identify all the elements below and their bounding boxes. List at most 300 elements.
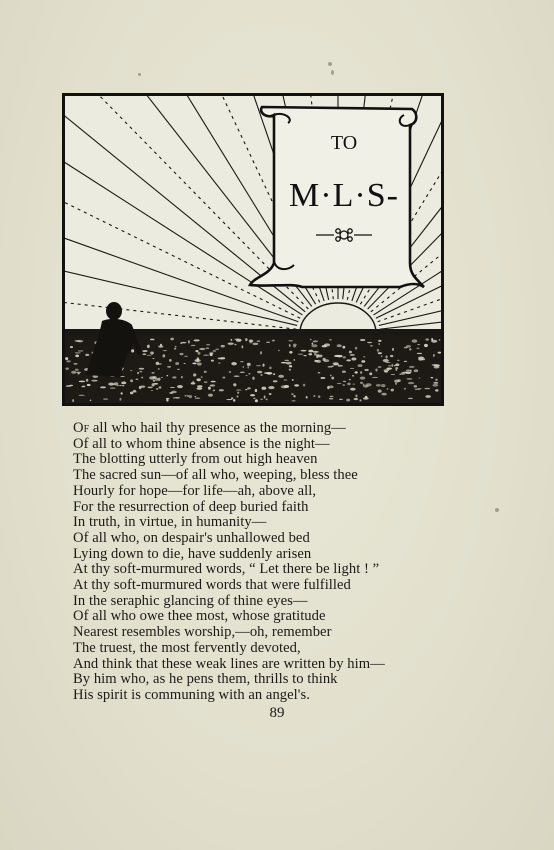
foliage-leaf (193, 373, 196, 376)
frontispiece-illustration (62, 93, 444, 406)
foliage-leaf (381, 384, 385, 387)
foliage-leaf (72, 399, 74, 402)
foliage-leaf (90, 399, 92, 401)
foliage-leaf (245, 338, 247, 341)
foliage-leaf (359, 399, 361, 401)
foliage-leaf (257, 340, 260, 341)
foliage-leaf (261, 387, 266, 390)
foliage-leaf (391, 374, 395, 375)
foliage-leaf (234, 338, 238, 340)
foliage-leaf (308, 353, 312, 355)
poem-line: His spirit is communing with an angel's. (73, 686, 310, 703)
foliage-leaf (395, 369, 397, 371)
foliage-leaf (377, 349, 379, 352)
foliage-leaf (201, 376, 203, 378)
foliage-leaf (195, 350, 198, 352)
foliage-leaf (378, 390, 382, 393)
foliage-leaf (82, 386, 85, 387)
foliage-leaf (198, 352, 201, 355)
foliage-leaf (237, 392, 239, 394)
foliage-leaf (197, 385, 202, 387)
foliage-leaf (240, 372, 245, 373)
foliage-leaf (363, 356, 365, 357)
foliage-leaf (150, 339, 155, 341)
foliage-leaf (416, 348, 419, 349)
foliage-leaf (152, 358, 154, 359)
foliage-leaf (355, 371, 358, 373)
foliage-leaf (221, 345, 225, 348)
foliage-leaf (409, 366, 415, 368)
foliage-leaf (167, 366, 171, 368)
foliage-leaf (204, 371, 207, 373)
foliage-leaf (100, 386, 106, 388)
foliage-leaf (169, 359, 172, 362)
foliage-leaf (191, 345, 196, 346)
poem-line: Nearest resembles worship,—oh, remember (73, 624, 332, 641)
foliage-leaf (194, 396, 196, 397)
foliage-leaf (273, 380, 278, 382)
foliage-leaf (334, 355, 340, 357)
foliage-leaf (150, 351, 154, 354)
foliage-leaf (363, 383, 365, 386)
foliage-leaf (310, 339, 312, 340)
foliage-leaf (211, 381, 216, 383)
foliage-leaf (218, 362, 220, 363)
foliage-leaf (435, 389, 439, 392)
foliage-leaf (324, 343, 330, 346)
foliage-leaf (391, 389, 394, 392)
foliage-leaf (226, 399, 232, 400)
foliage-leaf (381, 355, 383, 357)
foliage-leaf (395, 363, 399, 366)
foliage-leaf (162, 354, 165, 357)
foliage-leaf (159, 386, 162, 388)
foliage-leaf (151, 372, 154, 373)
foliage-leaf (247, 366, 249, 368)
foliage-leaf (369, 372, 372, 375)
foliage-leaf (139, 386, 142, 389)
foliage-leaf (331, 377, 334, 380)
foliage-leaf (75, 355, 79, 358)
foliage-leaf (117, 385, 120, 386)
foliage-leaf (260, 351, 262, 354)
foliage-leaf (313, 395, 315, 397)
foliage-leaf (260, 399, 263, 400)
foliage-leaf (75, 352, 81, 353)
foliage-leaf (103, 398, 108, 399)
foliage-leaf (203, 355, 209, 356)
foliage-leaf (219, 389, 224, 391)
foliage-leaf (331, 366, 334, 367)
poem-line: For the resurrection of deep buried faith (73, 498, 309, 515)
foliage-leaf (403, 371, 409, 373)
foliage-leaf (431, 340, 437, 343)
foliage-leaf (408, 382, 414, 384)
foliage-leaf (179, 353, 183, 355)
foliage-leaf (425, 395, 431, 398)
foliage-leaf (406, 378, 412, 379)
poem-line: The sacred sun—of all who, weeping, bless thee (73, 467, 358, 484)
foliage-leaf (339, 399, 343, 400)
foliage-leaf (262, 364, 264, 367)
foliage-leaf (204, 381, 208, 383)
foliage-leaf (139, 371, 142, 372)
foliage-leaf (189, 395, 192, 398)
foliage-leaf (273, 373, 275, 375)
foliage-leaf (153, 379, 155, 381)
foliage-leaf (394, 380, 399, 383)
foliage-leaf (329, 398, 334, 400)
foliage-leaf (289, 365, 292, 367)
foliage-leaf (318, 372, 321, 374)
foliage-leaf (404, 388, 406, 390)
foliage-leaf (435, 379, 437, 382)
foliage-leaf (161, 377, 163, 378)
foliage-leaf (194, 339, 200, 341)
foliage-leaf (130, 370, 133, 371)
foliage-leaf (229, 371, 231, 373)
dedication-banner (250, 107, 424, 287)
foliage-leaf (415, 388, 420, 390)
foliage-leaf (392, 348, 394, 351)
poem-line: Lying down to die, have suddenly arisen (73, 545, 312, 562)
foliage-leaf (184, 356, 188, 357)
foliage-leaf (79, 381, 85, 383)
foliage-leaf (313, 351, 319, 353)
foliage-leaf (191, 382, 196, 384)
poem-line: Of all who owe thee most, whose gratitude (73, 608, 326, 625)
foliage-leaf (349, 351, 352, 354)
foliage-leaf (231, 362, 237, 365)
small-caps-initial: Of (73, 420, 90, 436)
foliage-leaf (354, 398, 359, 400)
poem-line: The truest, the most fervently devoted, (73, 639, 301, 656)
foliage-leaf (194, 359, 200, 362)
foliage-leaf (283, 379, 287, 380)
foliage-leaf (424, 344, 428, 347)
foliage-leaf (366, 383, 372, 386)
foliage-leaf (370, 345, 373, 346)
foliage-leaf (272, 340, 275, 342)
foliage-leaf (412, 339, 418, 342)
foliage-leaf (432, 364, 437, 365)
foliage-leaf (260, 374, 262, 376)
foliage-leaf (397, 360, 400, 362)
foliage-leaf (249, 339, 253, 342)
foliage-leaf (119, 398, 121, 401)
foliage-leaf (206, 344, 210, 346)
foliage-leaf (231, 397, 234, 399)
foliage-leaf (372, 377, 378, 378)
paper-spot (495, 508, 499, 512)
foliage-leaf (424, 388, 430, 390)
foliage-leaf (439, 339, 441, 341)
paper-spot (328, 62, 332, 66)
foliage-leaf (404, 361, 407, 362)
banner-name-text: M·L·S- (289, 177, 399, 214)
foliage-leaf (352, 375, 354, 377)
foliage-leaf (170, 338, 174, 341)
foliage-leaf (86, 379, 88, 382)
foliage-leaf (211, 360, 214, 362)
foliage-leaf (65, 357, 68, 360)
foliage-leaf (209, 352, 213, 353)
foliage-leaf (346, 399, 350, 402)
foliage-leaf (228, 343, 234, 345)
foliage-leaf (174, 348, 176, 350)
foliage-leaf (334, 364, 337, 366)
foliage-leaf (329, 339, 332, 340)
foliage-leaf (291, 400, 295, 401)
foliage-leaf (151, 390, 153, 391)
foliage-leaf (350, 388, 356, 391)
foliage-leaf (91, 380, 97, 382)
foliage-leaf (317, 360, 321, 363)
paper-spot (138, 73, 141, 76)
foliage-leaf (119, 385, 122, 386)
foliage-leaf (330, 396, 334, 397)
foliage-leaf (410, 370, 412, 373)
foliage-leaf (394, 365, 396, 366)
foliage-leaf (142, 350, 147, 352)
foliage-leaf (355, 395, 357, 398)
foliage-leaf (215, 349, 219, 351)
foliage-leaf (245, 389, 248, 390)
foliage-leaf (284, 360, 289, 361)
foliage-leaf (291, 393, 294, 395)
foliage-leaf (158, 368, 160, 369)
foliage-leaf (390, 355, 393, 357)
foliage-leaf (378, 352, 382, 354)
poem-line: In the seraphic glancing of thine eyes— (73, 592, 308, 609)
foliage-leaf (289, 351, 292, 354)
foliage-leaf (256, 365, 261, 366)
foliage-leaf (391, 364, 393, 367)
foliage-leaf (360, 382, 363, 384)
foliage-leaf (163, 350, 167, 351)
foliage-leaf (187, 395, 189, 397)
foliage-leaf (255, 389, 257, 392)
foliage-leaf (269, 393, 272, 395)
foliage-leaf (346, 359, 351, 361)
foliage-leaf (419, 378, 421, 379)
foliage-leaf (361, 360, 365, 362)
foliage-leaf (298, 354, 304, 355)
foliage-leaf (438, 352, 442, 354)
foliage-leaf (177, 385, 183, 388)
foliage-leaf (141, 377, 143, 379)
foliage-leaf (404, 347, 408, 349)
foliage-leaf (257, 371, 262, 374)
foliage-leaf (166, 398, 168, 401)
foliage-leaf (252, 377, 254, 380)
foliage-leaf (242, 345, 244, 348)
foliage-leaf (208, 387, 211, 390)
foliage-leaf (87, 384, 91, 386)
foliage-leaf (175, 362, 179, 365)
foliage-leaf (376, 384, 381, 386)
foliage-leaf (156, 388, 158, 390)
foliage-leaf (252, 343, 258, 345)
poem-text (73, 421, 473, 704)
poem-line: At thy soft-murmured words, “ Let there be light ! ” (73, 561, 380, 578)
foliage-leaf (196, 387, 202, 390)
foliage-leaf (242, 366, 244, 367)
foliage-leaf (433, 354, 435, 357)
foliage-leaf (192, 362, 196, 364)
foliage-leaf (384, 371, 388, 372)
foliage-leaf (330, 375, 332, 377)
foliage-leaf (360, 376, 366, 379)
banner-to-text: TO (330, 132, 358, 154)
foliage-leaf (75, 369, 79, 371)
foliage-leaf (233, 383, 236, 386)
foliage-leaf (153, 376, 157, 379)
foliage-leaf (210, 384, 215, 386)
foliage-leaf (156, 362, 159, 365)
foliage-leaf (433, 382, 438, 384)
poem-line-first (73, 421, 473, 437)
foliage-leaf (355, 347, 357, 350)
foliage-leaf (264, 395, 266, 398)
foliage-leaf (364, 369, 368, 371)
foliage-leaf (286, 362, 292, 365)
foliage-leaf (255, 399, 258, 402)
foliage-leaf (350, 354, 355, 356)
foliage-leaf (381, 393, 386, 396)
foliage-leaf (293, 359, 295, 360)
foliage-leaf (343, 381, 346, 382)
foliage-leaf (431, 377, 434, 379)
foliage-leaf (313, 340, 318, 342)
foliage-leaf (342, 370, 346, 372)
foliage-leaf (278, 375, 284, 378)
foliage-leaf (173, 397, 178, 398)
foliage-leaf (181, 376, 183, 379)
foliage-leaf (121, 382, 126, 385)
foliage-leaf (65, 368, 68, 370)
paper-spot (331, 70, 334, 75)
poem-line: At thy soft-murmured words that were fulfilled (73, 577, 351, 594)
foliage-leaf (311, 344, 317, 347)
foliage-leaf (318, 395, 320, 398)
foliage-leaf (247, 363, 251, 366)
foliage-leaf (231, 339, 233, 341)
foliage-leaf (417, 344, 420, 345)
foliage-leaf (78, 395, 84, 396)
foliage-leaf (248, 373, 250, 375)
foliage-leaf (120, 376, 124, 377)
foliage-leaf (199, 348, 205, 350)
foliage-leaf (375, 368, 377, 371)
foliage-leaf (77, 340, 83, 342)
foliage-leaf (378, 366, 382, 368)
foliage-leaf (387, 388, 389, 389)
foliage-leaf (188, 340, 190, 343)
foliage-leaf (395, 383, 397, 385)
foliage-leaf (289, 344, 291, 347)
foliage-leaf (73, 363, 77, 364)
foliage-leaf (303, 355, 306, 356)
foliage-leaf (222, 377, 225, 379)
foliage-leaf (425, 338, 429, 340)
foliage-leaf (148, 387, 153, 388)
foliage-leaf (351, 358, 356, 361)
foliage-leaf (213, 390, 215, 392)
foliage-leaf (293, 395, 295, 397)
foliage-leaf (184, 363, 186, 364)
foliage-leaf (208, 394, 213, 397)
poem-line: Hourly for hope—for life—ah, above all, (73, 482, 317, 499)
foliage-leaf (110, 387, 116, 389)
foliage-leaf (158, 345, 163, 347)
foliage-leaf (383, 359, 389, 362)
foliage-leaf (147, 355, 152, 356)
foliage-leaf (337, 383, 342, 384)
foliage-leaf (130, 379, 133, 382)
foliage-leaf (363, 397, 369, 399)
foliage-leaf (417, 353, 422, 354)
foliage-leaf (69, 385, 73, 386)
foliage-leaf (278, 350, 280, 351)
foliage-leaf (177, 369, 180, 370)
foliage-leaf (250, 394, 255, 396)
foliage-leaf (174, 346, 176, 347)
foliage-leaf (114, 382, 118, 385)
poem-line: In truth, in virtue, in humanity— (73, 514, 267, 531)
foliage-leaf (352, 384, 355, 385)
foliage-leaf (195, 398, 201, 399)
foliage-leaf (184, 395, 187, 397)
foliage-leaf (342, 384, 345, 385)
foliage-leaf (306, 396, 308, 399)
foliage-leaf (385, 362, 390, 363)
foliage-leaf (414, 385, 418, 387)
foliage-leaf (66, 360, 70, 362)
foliage-leaf (266, 372, 272, 375)
foliage-leaf (342, 346, 345, 349)
foliage-leaf (409, 348, 411, 350)
foliage-leaf (143, 353, 147, 355)
foliage-leaf (236, 390, 241, 391)
foliage-leaf (347, 383, 350, 386)
foliage-leaf (132, 391, 137, 392)
foliage-leaf (78, 372, 80, 374)
foliage-leaf (269, 367, 271, 370)
foliage-leaf (385, 355, 387, 358)
foliage-leaf (350, 368, 354, 369)
foliage-leaf (197, 362, 202, 365)
foliage-leaf (181, 342, 186, 343)
foliage-leaf (213, 350, 217, 351)
foliage-leaf (135, 379, 138, 380)
foliage-leaf (85, 354, 89, 356)
foliage-leaf (170, 387, 175, 388)
foliage-leaf (388, 365, 391, 366)
foliage-leaf (432, 384, 438, 387)
foliage-leaf (233, 399, 235, 402)
foliage-leaf (292, 379, 294, 381)
foliage-leaf (408, 398, 413, 399)
foliage-leaf (314, 353, 317, 356)
foliage-leaf (220, 357, 225, 359)
foliage-leaf (268, 386, 274, 389)
foliage-leaf (337, 344, 342, 347)
foliage-leaf (300, 350, 306, 352)
foliage-leaf (284, 385, 289, 388)
poem-line: Of all who, on despair's unhallowed bed (73, 529, 310, 546)
poem-line: By him who, as he pens them, thrills to think (73, 671, 338, 688)
